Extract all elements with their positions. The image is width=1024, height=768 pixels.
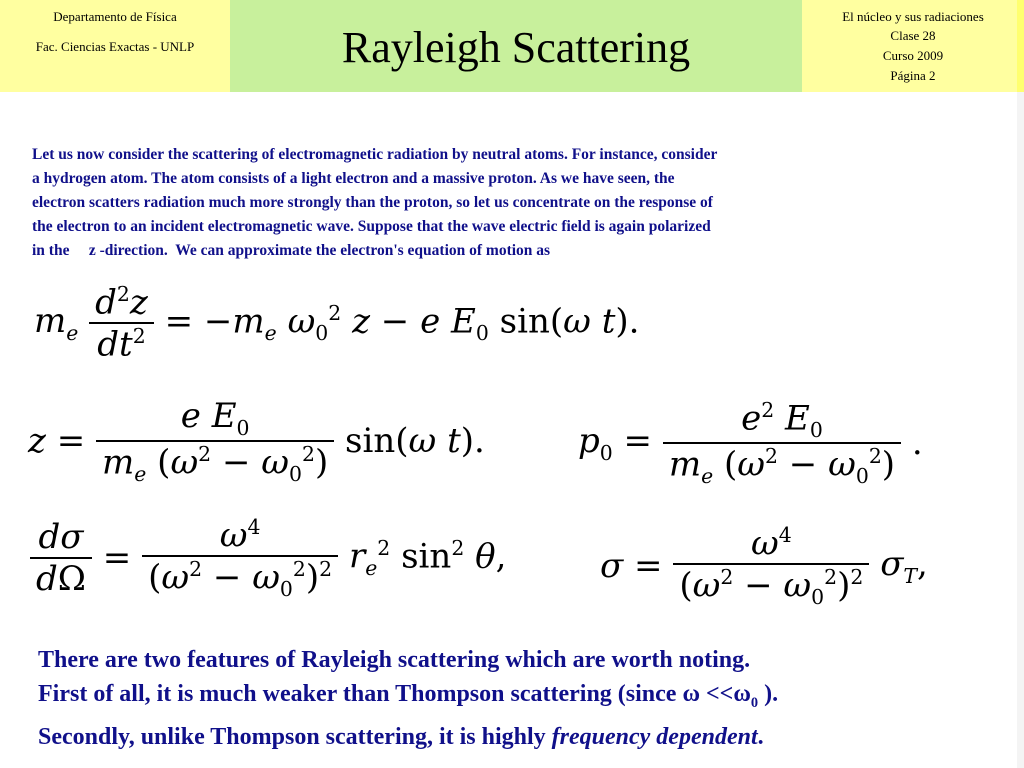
conclusion-paragraph bbox=[38, 643, 998, 754]
header-course-box bbox=[802, 0, 1024, 92]
intro-paragraph bbox=[32, 143, 922, 263]
conclusion-line-2 bbox=[38, 677, 998, 720]
course-topic: El núcleo y sus radiaciones bbox=[842, 9, 984, 24]
equation-total-cross-section: σ = $\frac{\omega^4}{(\omega^2 - \omega_0^2)^2}$ $\sigma_T$, bbox=[600, 523, 928, 610]
header-edge bbox=[1017, 0, 1024, 92]
conclusion-line-2-text: First of all, it is much weaker than Thompson scattering (since bbox=[38, 681, 683, 707]
equation-dipole: $p_0$ = $\frac{e^2 E_0}{m_e (\omega^2 - \omega_0^2)}$ . bbox=[578, 398, 923, 489]
header-title-box bbox=[230, 0, 802, 92]
course-year: Curso 2009 bbox=[882, 48, 944, 63]
department-name: Departamento de Física bbox=[53, 9, 177, 24]
page-title: Rayleigh Scattering bbox=[341, 23, 691, 72]
conclusion-line-3-text: Secondly, unlike Thompson scattering, it is highly bbox=[38, 723, 552, 750]
omega-symbol: ω <<ω bbox=[682, 681, 751, 707]
intro-line-5: in the z -direction. We can approximate the electron's equation of motion as bbox=[32, 242, 551, 259]
intro-line-2: a hydrogen atom. The atom consists of a light electron and a massive proton. As we have seen, the bbox=[32, 170, 675, 187]
header-department-box bbox=[0, 0, 230, 92]
page-number: Página 2 bbox=[890, 68, 936, 83]
conclusion-line-3 bbox=[38, 720, 998, 754]
intro-line-4: the electron to an incident electromagnetic wave. Suppose that the wave electric field is again polarized bbox=[32, 218, 711, 235]
equation-displacement: z = $\frac{e E_0}{m_e (\omega^2 - \omega_0^2)}$ sin(ω t). bbox=[28, 396, 485, 486]
conclusion-line-2-end: ). bbox=[758, 681, 779, 707]
class-number: Clase 28 bbox=[890, 28, 936, 43]
equation-differential-cross-section: $\frac{d\sigma}{d\Omega}$ = $\frac{\omega^4}{(\omega^2 - \omega_0^2)^2}$ $r_e^2$ $\sin^2 \theta$, bbox=[30, 515, 506, 601]
intro-line-1: Let us now consider the scattering of electromagnetic radiation by neutral atoms. For instance, consider bbox=[32, 146, 718, 163]
conclusion-line-3-end: . bbox=[757, 723, 764, 750]
conclusion-line-1: There are two features of Rayleigh scattering which are worth noting. bbox=[38, 647, 751, 673]
equation-motion: $m_e$ $\frac{d^2z}{dt^2}$ = $-m_e$ $\omega_0^2$ z − e $E_0$ sin(ω t). bbox=[34, 282, 640, 365]
faculty-name: Fac. Ciencias Exactas - UNLP bbox=[35, 39, 195, 54]
right-edge-bar bbox=[1017, 92, 1024, 768]
omega-subscript: 0 bbox=[750, 694, 759, 711]
frequency-dependent-emphasis: frequency dependent bbox=[551, 723, 758, 750]
intro-line-3: electron scatters radiation much more strongly than the proton, so let us concentrate on the response of bbox=[32, 194, 713, 211]
